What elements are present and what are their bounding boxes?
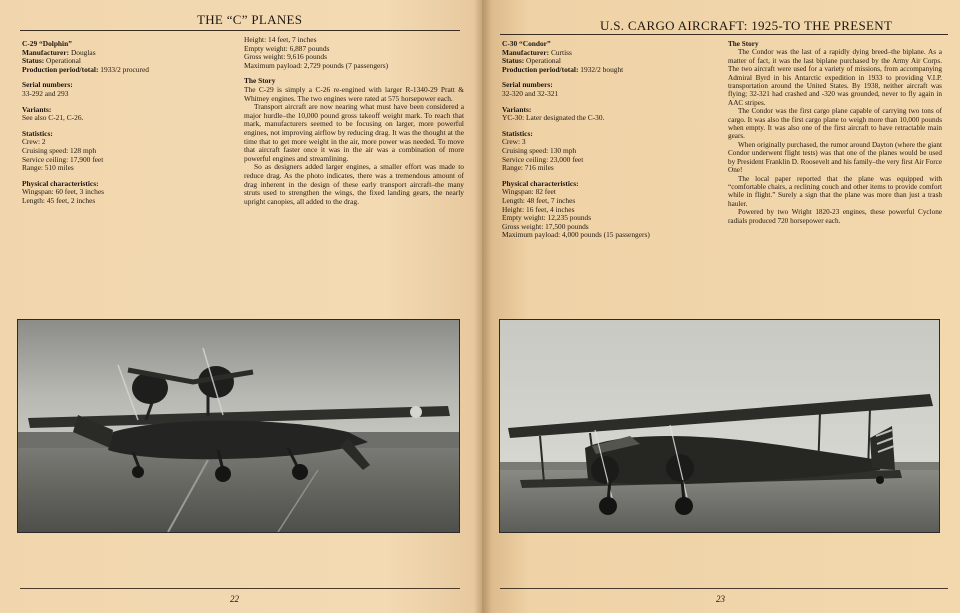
variants-label: Variants: [22,104,52,114]
story-paragraph: When originally purchased, the rumor around Dayton (where the giant Condor underwent flight tests) was that one of the planes would be used by President Franklin D. Roosevelt and his family–the very first Air Force One! [728,140,942,175]
production-value: 1933/2 procured [100,64,149,74]
physical-line: Empty weight: 12,235 pounds [502,213,592,223]
dolphin-photo [18,320,459,532]
physical-block [502,180,722,240]
physical-line: Height: 14 feet, 7 inches [244,35,317,44]
variants-block [22,106,232,123]
physical-line: Empty weight: 6,887 pounds [244,43,330,53]
stat-line: Cruising speed: 128 mph [22,145,97,155]
story-paragraph: The Condor was the first cargo plane capable of carrying two tons of cargo. It was also the first cargo plane to weigh more than 10,000 pounds when empty. It was also one of the first aircraft to have retractable main gears. [728,107,942,141]
manufacturer-block [22,49,232,75]
right-header-rule [500,34,948,35]
variants-value: See also C-21, C-26. [22,113,84,123]
stat-line: Range: 510 miles [22,163,74,173]
left-footer-rule [20,588,460,589]
physical-line: Length: 48 feet, 7 inches [502,195,576,205]
stat-line: Crew: 3 [502,137,526,147]
production-label: Production period/total: [22,64,99,74]
right-page-number: 23 [716,594,725,604]
left-header-rule [20,30,460,31]
physical-line: Wingspan: 60 feet, 3 inches [22,187,105,197]
story-heading: The Story [728,40,759,48]
physical-line: Maximum payload: 2,729 pounds (7 passengers) [244,60,389,70]
story-paragraph: The C-29 is simply a C-26 re-engined with larger R-1340-29 Pratt & Whitney engines. The two engines were rated at 575 horsepower each. [244,84,464,103]
physical-line: Gross weight: 9,616 pounds [244,52,327,62]
statistics-label: Statistics: [22,128,53,138]
manufacturer-value: Douglas [70,47,96,57]
serial-value: 33-292 and 293 [22,88,69,98]
right-story-column [728,40,942,225]
aircraft-title: C-30 “Condor” [502,39,551,48]
right-spec-column [502,40,722,247]
manufacturer-label: Manufacturer: [22,47,70,57]
stat-line: Service ceiling: 17,900 feet [22,154,104,164]
physical-line: Maximum payload: 4,000 pounds (15 passengers) [502,230,650,240]
status-label: Status: [502,56,525,66]
serial-value: 32-320 and 32-321 [502,88,559,98]
physical-line: Length: 45 feet, 2 inches [22,195,96,205]
condor-photo [500,320,939,532]
left-spec-column [22,40,232,213]
physical-label: Physical characteristics: [502,178,579,188]
physical-line: Gross weight: 17,500 pounds [502,221,589,231]
condor-aircraft-illustration [500,320,939,532]
status-value: Operational [46,56,81,66]
stat-line: Range: 716 miles [502,163,554,173]
production-value: 1932/2 bought [580,64,624,74]
serial-label: Serial numbers: [22,80,73,90]
variants-value: YC-30: Later designated the C-30. [502,113,605,123]
story-paragraph: So as designers added larger engines, a smaller effort was made to reduce drag. As the photo indicates, there was a tremendous amount of drag inherent in the design of these early transport aircraft–the many struts used to strengthen the wings, the fixed landing gears, the nearly upright canopies, all added to the drag. [244,162,464,206]
variants-label: Variants: [502,104,532,114]
right-running-head: U.S. CARGO AIRCRAFT: 1925-TO THE PRESENT [600,18,893,33]
statistics-block [502,130,722,173]
left-page-number: 22 [230,594,239,604]
physical-block [22,180,232,206]
right-footer-rule [500,588,948,589]
statistics-block [22,130,232,173]
status-value: Operational [526,56,561,66]
variants-block [502,106,722,123]
physical-label: Physical characteristics: [22,178,99,188]
stat-line: Cruising speed: 130 mph [502,145,577,155]
right-page [482,0,960,613]
manufacturer-value: Curtiss [550,47,572,57]
left-story-column [244,36,464,206]
left-running-head: THE “C” PLANES [197,12,303,27]
dolphin-aircraft-illustration [18,320,459,532]
stat-line: Crew: 2 [22,137,46,147]
story-paragraph: The local paper reported that the plane was equipped with “comfortable chairs, a reclining couch and other items to provide comfort while in flight.” Surely a sign that the plane was more than just a trash hauler. [728,174,942,208]
production-label: Production period/total: [502,64,579,74]
serial-label: Serial numbers: [502,80,553,90]
serial-block [22,81,232,98]
aircraft-title: C-29 “Dolphin” [22,39,72,48]
story-paragraph: Transport aircraft are now nearing what must have been considered a major hurdle–the 10,000 pound gross takeoff weight mark. To reach that mark, manufacturers seemed to be focusing on larger, more powerful engines, not improving airflow by reducing drag. It was the thought at the time that to get more weight in the air, more power was needed. To move that aircraft faster once it was in the air was a combination of more powerful engines and streamlining. [244,102,464,163]
manufacturer-label: Manufacturer: [502,47,550,57]
statistics-label: Statistics: [502,128,533,138]
story-paragraph: Powered by two Wright 1820-23 engines, these powerful Cyclone radials produced 720 horsepower each. [728,208,942,225]
story-paragraph: The Condor was the last of a rapidly dying breed–the biplane. As a matter of fact, it was the last biplane purchased by the Army Air Corps. The two aircraft were used for a variety of missions, from accompanying Admiral Byrd in his Antarctic expedition in 1933 to providing V.I.P. transportation around the United States. By 1938, neither aircraft was flying; 32-321 had crashed and -320 was grounded, never to fly again in AAC stripes. [728,48,942,107]
manufacturer-block [502,49,722,75]
physical-line: Height: 16 feet, 4 inches [502,204,575,214]
status-label: Status: [22,56,45,66]
story-heading: The Story [244,76,276,86]
stat-line: Service ceiling: 23,000 feet [502,154,584,164]
physical-line: Wingspan: 82 feet [502,187,556,197]
serial-block [502,81,722,98]
